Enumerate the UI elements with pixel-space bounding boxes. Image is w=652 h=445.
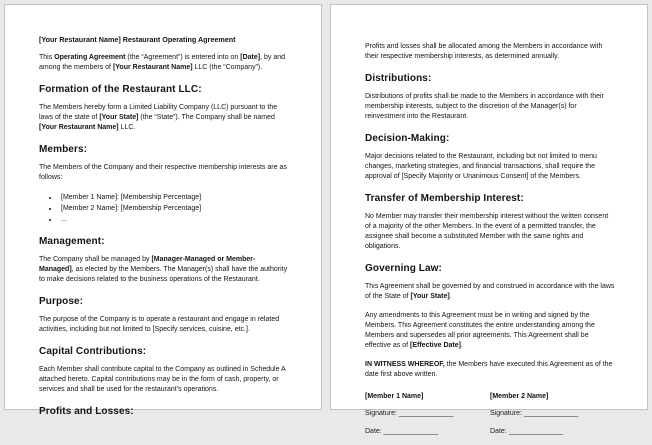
text-segment: . [460, 342, 463, 349]
text-segment: LLC (the “Company”). [192, 64, 263, 71]
formation-heading: Formation of the Restaurant LLC: [39, 84, 202, 95]
members-paragraph [39, 163, 289, 183]
text-segment: This [39, 54, 55, 61]
page-2-content [331, 5, 647, 445]
member-1-date-line: Date: ______________ [365, 428, 439, 435]
text-segment: [Your Restaurant Name] [39, 124, 119, 131]
text-segment: Each Member shall contribute capital to the Company as outlined in Schedule A attached hereto. Capital contributions may be in the form of cash, property, or services and shall be used for the restaurant’s operations. [39, 366, 286, 393]
text-segment: , by and among the members of [39, 54, 286, 71]
distributions-paragraph [365, 92, 615, 122]
members-list [39, 192, 289, 225]
witness-paragraph [365, 360, 615, 380]
signature-column-member-1 [365, 393, 490, 445]
text-segment: (the “State”). The Company shall be named [138, 114, 275, 121]
text-segment: [Effective Date] [410, 342, 461, 349]
list-item-member-1: • [Member 1 Name]: [Membership Percentage] [59, 192, 289, 203]
text-segment: , as elected by the Members. The Manager(s) shall have the authority to make decisions related to the business operations of the Restaurant. [39, 266, 288, 283]
member-2-date-line: Date: ______________ [490, 428, 564, 435]
text-segment: [Your Restaurant Name] Restaurant Operating Agreement [39, 35, 236, 44]
transfer-paragraph [365, 212, 615, 252]
document-page-1 [4, 4, 322, 417]
capital-contributions-paragraph [39, 365, 289, 395]
text-segment: Operating Agreement [54, 54, 126, 61]
signature-column-member-2 [490, 393, 615, 445]
member-1-name: [Member 1 Name] [365, 393, 424, 400]
page-1-content [5, 5, 321, 418]
governing-law-heading: Governing Law: [365, 263, 442, 274]
intro-paragraph [39, 53, 289, 73]
distributions-heading: Distributions: [365, 73, 432, 84]
member-2-name: [Member 2 Name] [490, 393, 549, 400]
text-segment: [Your State] [99, 114, 139, 121]
signature-block [365, 393, 615, 445]
text-segment: This Agreement shall be governed by and construed in accordance with the laws of the State of [365, 283, 615, 300]
purpose-heading: Purpose: [39, 296, 84, 307]
text-segment: . [449, 293, 452, 300]
text-segment: [Your State] [410, 293, 450, 300]
text-segment: Major decisions related to the Restaurant, including but not limited to menu changes, marketing strategies, and financial transactions, shall require the approval of [Specify Majority or Unanimous Consent] of the Members. [365, 153, 597, 180]
document-title [39, 35, 289, 45]
text-segment: Any amendments to this Agreement must be in writing and signed by the Members. This Agreement constitutes the entire understanding among the Members and supersedes all prior agreements. This Agreement shall be effective as of [365, 312, 595, 349]
member-1-signature-line: Signature: ______________ [365, 410, 454, 417]
amendments-paragraph [365, 311, 615, 351]
text-segment: Profits and losses shall be allocated among the Members in accordance with their respective membership interests, as determined annually. [365, 43, 603, 60]
governing-law-paragraph [365, 282, 615, 302]
purpose-paragraph [39, 315, 289, 335]
members-heading: Members: [39, 144, 88, 155]
text-segment: The Members hereby form a Limited Liability Company (LLC) pursuant to the laws of the state of [39, 104, 278, 121]
text-segment: LLC. [118, 124, 136, 131]
text-segment: The purpose of the Company is to operate a restaurant and engage in related activities, including but not limited to [Specify services, cuisine, etc.]. [39, 316, 280, 333]
member-2-signature-line: Signature: ______________ [490, 410, 579, 417]
text-segment: [Date] [240, 54, 261, 61]
text-segment: IN WITNESS WHEREOF, [365, 361, 445, 368]
text-segment: Distributions of profits shall be made to the Members in accordance with their membership interests, subject to the discretion of the Manager(s) for reinvestment into the Restaurant. [365, 93, 604, 120]
management-heading: Management: [39, 236, 105, 247]
decision-making-heading: Decision-Making: [365, 133, 450, 144]
document-page-2 [330, 4, 648, 435]
text-segment: The Company shall be managed by [39, 256, 152, 263]
text-segment: The Members of the Company and their respective membership interests are as follows: [39, 164, 287, 181]
list-item-ellipsis: • ... [59, 214, 289, 225]
transfer-heading: Transfer of Membership Interest: [365, 193, 524, 204]
list-item-member-2: • [Member 2 Name]: [Membership Percentage] [59, 203, 289, 214]
text-segment: No Member may transfer their membership interest without the written consent of a majority of the other Members. In the event of a permitted transfer, the assignee shall become a substituted Member with the same rights and obligations. [365, 213, 609, 250]
text-segment: [Manager-Managed or Member-Managed] [39, 256, 256, 273]
formation-paragraph [39, 103, 289, 133]
management-paragraph [39, 255, 289, 285]
text-segment: [Your Restaurant Name] [112, 64, 193, 71]
profits-losses-paragraph [365, 42, 615, 62]
decision-making-paragraph [365, 152, 615, 182]
capital-contributions-heading: Capital Contributions: [39, 346, 147, 357]
profits-losses-heading: Profits and Losses: [39, 406, 134, 417]
text-segment: (the “Agreement”) is entered into on [125, 54, 241, 61]
text-segment: the Members have executed this Agreement as of the date first above written. [365, 361, 613, 378]
